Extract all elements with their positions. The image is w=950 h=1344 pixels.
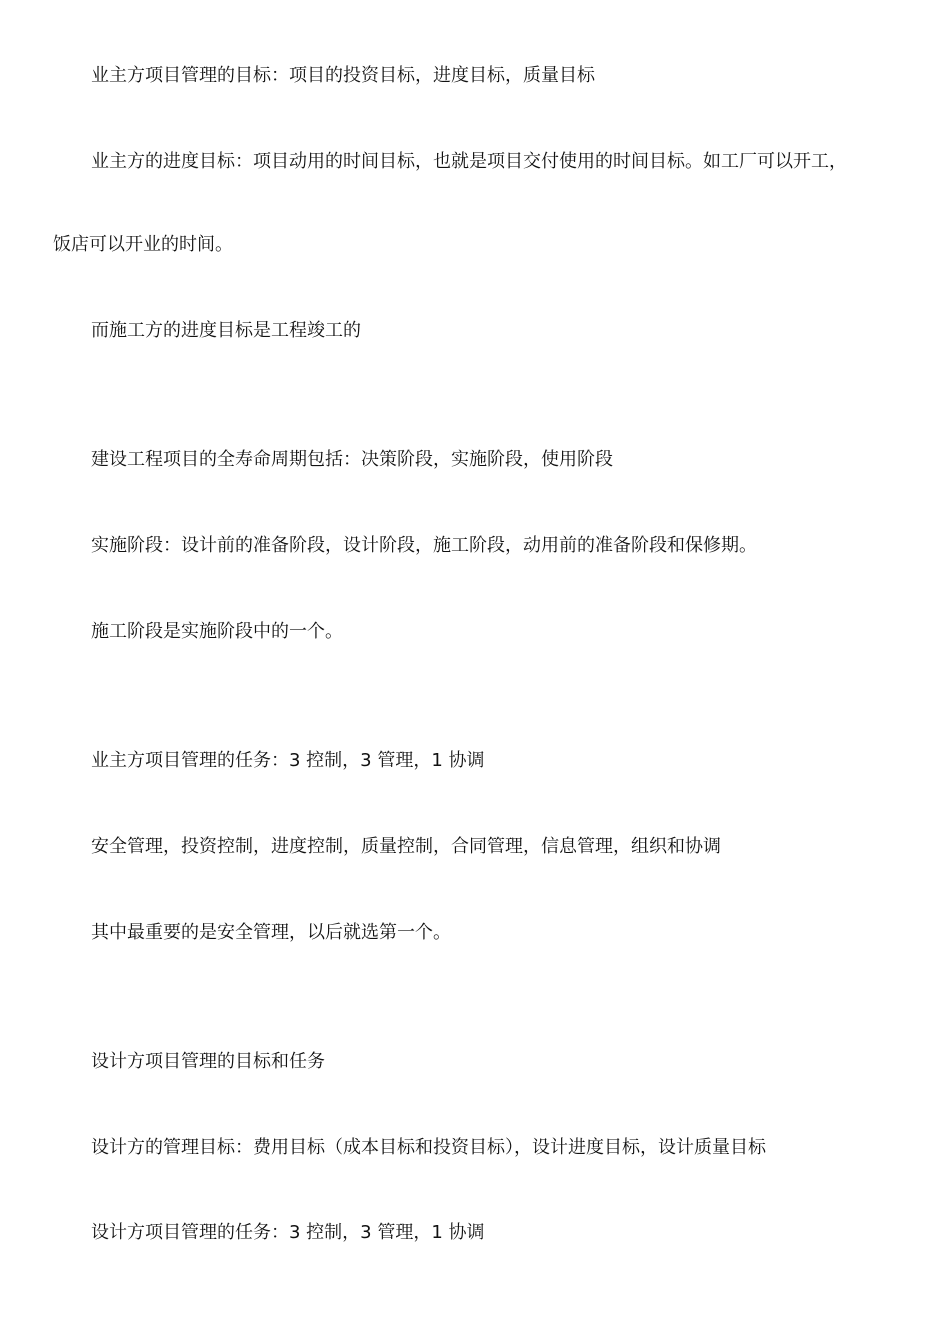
paragraph-owner-goals: 业主方项目管理的目标：项目的投资目标，进度目标，质量目标 [91,65,595,86]
paragraph-most-important: 其中最重要的是安全管理，以后就选第一个。 [91,922,451,943]
paragraph-owner-schedule-goal: 业主方的进度目标：项目动用的时间目标，也就是项目交付使用的时间目标。如工厂可以开工， [91,151,847,172]
paragraph-lifecycle: 建设工程项目的全寿命周期包括：决策阶段，实施阶段，使用阶段 [91,449,613,470]
paragraph-task-list: 安全管理，投资控制，进度控制，质量控制，合同管理，信息管理，组织和协调 [91,836,721,857]
paragraph-designer-goals: 设计方的管理目标：费用目标（成本目标和投资目标），设计进度目标，设计质量目标 [91,1137,766,1158]
paragraph-designer-heading: 设计方项目管理的目标和任务 [91,1051,325,1072]
paragraph-construction-stage: 施工阶段是实施阶段中的一个。 [91,621,343,642]
paragraph-contractor-schedule-goal: 而施工方的进度目标是工程竣工的 [91,320,361,341]
paragraph-owner-schedule-goal-continued: 饭店可以开业的时间。 [53,234,233,255]
paragraph-owner-tasks: 业主方项目管理的任务：3 控制，3 管理，1 协调 [91,750,485,771]
paragraph-implementation-stage: 实施阶段：设计前的准备阶段，设计阶段，施工阶段，动用前的准备阶段和保修期。 [91,535,757,556]
paragraph-designer-tasks: 设计方项目管理的任务：3 控制，3 管理，1 协调 [91,1222,485,1243]
